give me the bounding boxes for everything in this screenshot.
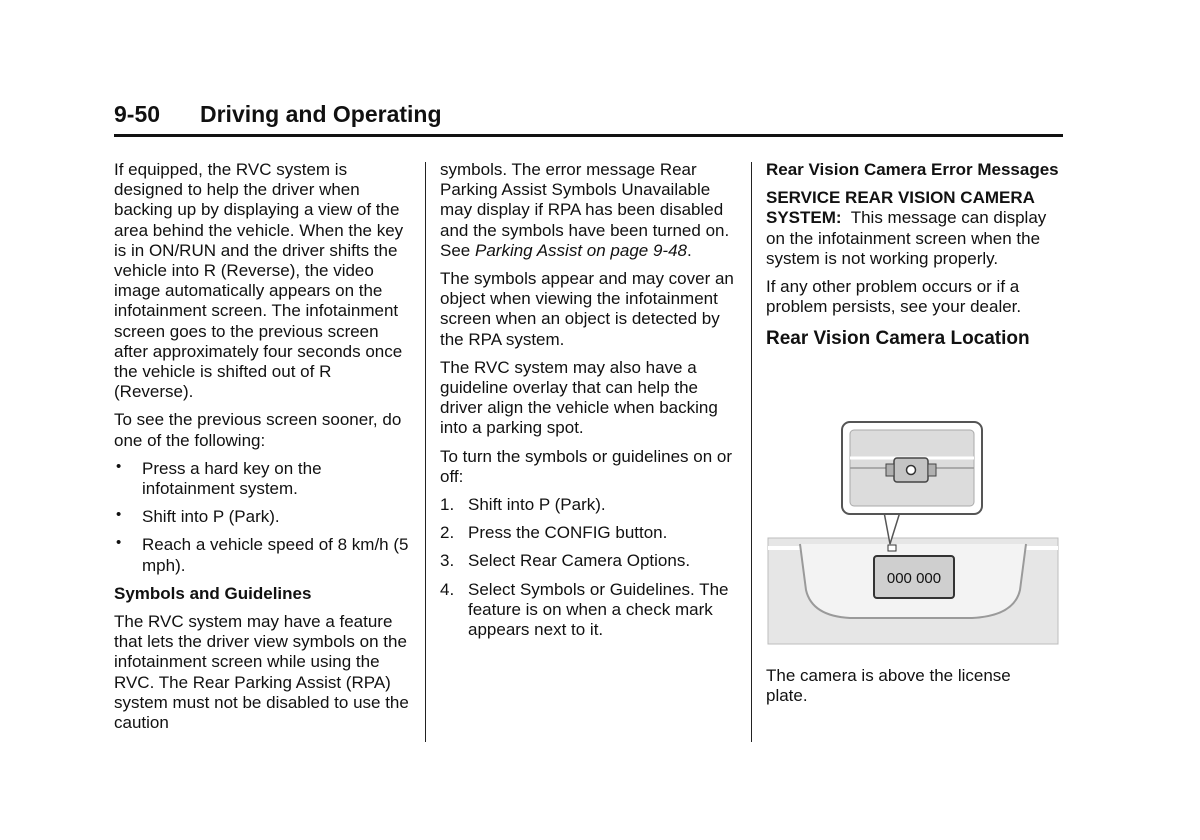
list-item-text: Shift into P (Park). bbox=[142, 507, 280, 527]
numbered-step bbox=[440, 523, 740, 543]
guideline-paragraph: The RVC system may also have a guideline overlay that can help the driver align the vehicle when backing into a parking spot. bbox=[440, 357, 718, 438]
section-title: Driving and Operating bbox=[200, 101, 442, 127]
column-divider bbox=[751, 162, 752, 742]
list-item bbox=[114, 507, 414, 527]
step-number: 4. bbox=[440, 579, 455, 599]
step-number: 2. bbox=[440, 523, 455, 543]
step-text: Select Symbols or Guidelines. The feature is on when a check mark appears next to it. bbox=[468, 579, 729, 640]
numbered-step bbox=[440, 551, 740, 571]
service-message-text: This message can display on the infotainment screen when the system is not working properly. bbox=[766, 208, 1052, 268]
column-3 bbox=[766, 160, 1066, 350]
service-message-paragraph bbox=[766, 188, 1066, 269]
error-messages-heading: Rear Vision Camera Error Messages bbox=[766, 160, 1059, 179]
previous-screen-paragraph: To see the previous screen sooner, do one of the following: bbox=[114, 410, 402, 450]
rear-camera-illustration bbox=[766, 420, 1060, 648]
step-text: Shift into P (Park). bbox=[468, 495, 606, 515]
camera-lens-icon bbox=[907, 466, 916, 475]
parking-assist-reference: Parking Assist on page 9-48 bbox=[474, 240, 687, 260]
list-item-text: Press a hard key on the infotainment system. bbox=[142, 458, 322, 499]
symbols-guidelines-heading: Symbols and Guidelines bbox=[114, 583, 312, 603]
step-number: 1. bbox=[440, 495, 455, 515]
intro-paragraph: If equipped, the RVC system is designed to help the driver when backing up by displaying a view of the area behind the vehicle. When the key is in ON/RUN and the driver shifts the vehicle into R (Reverse), the video image automatically appears on the infotainment screen. The infotainment screen goes to the previous screen after approximately four seconds once the vehicle is shifted out of R (Reverse). bbox=[114, 160, 404, 402]
paragraph-text: . bbox=[686, 240, 692, 260]
step-text: Select Rear Camera Options. bbox=[468, 551, 691, 571]
list-item-text: Reach a vehicle speed of 8 km/h (5 mph). bbox=[142, 535, 409, 575]
column-divider bbox=[425, 162, 426, 742]
symbols-paragraph: The RVC system may have a feature that lets the driver view symbols on the infotainment screen while using the RVC. The Rear Parking Assist (RPA) system must not be disabled to use the caution bbox=[114, 612, 409, 733]
symbols-cover-paragraph: The symbols appear and may cover an object when viewing the infotainment screen when an object is detected by the RPA system. bbox=[440, 269, 734, 349]
page-number: 9-50 bbox=[114, 101, 161, 127]
bullet-icon: • bbox=[116, 534, 122, 552]
list-item bbox=[114, 459, 414, 499]
license-plate-number: 000 000 bbox=[886, 570, 942, 587]
step-number: 3. bbox=[440, 551, 455, 571]
step-text: Press the CONFIG button. bbox=[468, 523, 668, 543]
service-message-label: SERVICE REAR VISION CAMERA SYSTEM: bbox=[766, 188, 1035, 228]
bullet-icon: • bbox=[116, 457, 122, 475]
column-2 bbox=[440, 160, 740, 648]
numbered-step bbox=[440, 495, 740, 515]
numbered-step bbox=[440, 580, 740, 641]
list-item bbox=[114, 535, 414, 575]
camera-mount-left bbox=[886, 464, 894, 476]
camera-marker-icon bbox=[888, 545, 896, 551]
figure-caption: The camera is above the license plate. bbox=[766, 666, 1011, 706]
turn-on-off-paragraph: To turn the symbols or guidelines on or off: bbox=[440, 446, 732, 486]
camera-location-heading: Rear Vision Camera Location bbox=[766, 328, 1030, 350]
dealer-paragraph: If any other problem occurs or if a problem persists, see your dealer. bbox=[766, 277, 1022, 317]
bullet-icon: • bbox=[116, 506, 122, 524]
paragraph-text: symbols. The error message Rear Parking Assist Symbols Unavailable may display if RPA has been disabled and the symbols have been turned on. See bbox=[440, 160, 730, 260]
column-1 bbox=[114, 160, 414, 741]
camera-mount-right bbox=[928, 464, 936, 476]
error-message-paragraph bbox=[440, 160, 740, 261]
page-header bbox=[114, 100, 1063, 137]
